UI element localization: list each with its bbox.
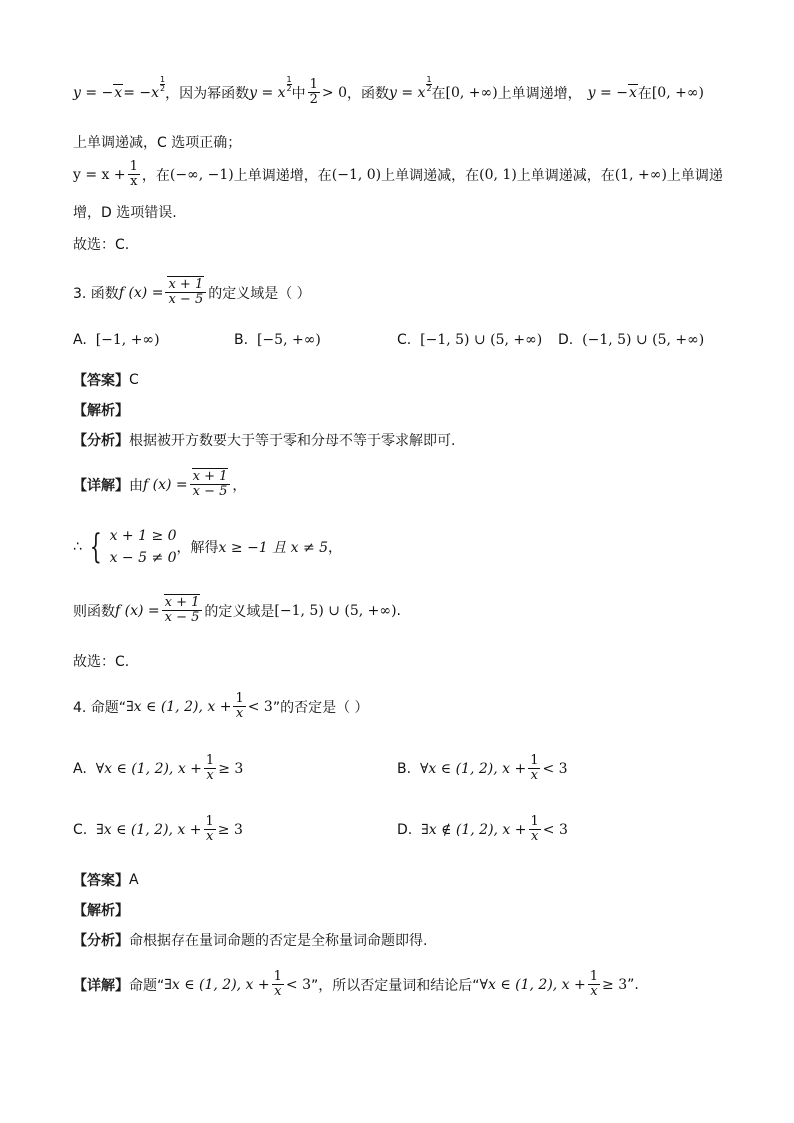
math-text: y = x + bbox=[73, 166, 126, 183]
q3-stem bbox=[73, 278, 311, 308]
q4-answer: 【答案】 A bbox=[73, 872, 139, 889]
q3-answer: 【答案】 C bbox=[73, 372, 139, 389]
math-text: y = x bbox=[249, 84, 286, 101]
exponent-half: 1 2 bbox=[426, 75, 432, 94]
math-text: y = x bbox=[389, 84, 426, 101]
q4-option-a: A. ∀x ∈ (1, 2), x + $\frac{1}{x}$ ≥ 3 bbox=[73, 753, 244, 784]
fraction-sqrt-over-linear: $\frac{x + 1}{x - 5}$ bbox=[190, 470, 231, 500]
q4-option-b: B. ∀x ∈ (1, 2), x + $\frac{1}{x}$ < 3 bbox=[397, 753, 568, 784]
q2-line-2: 上单调递减，C 选项正确； bbox=[73, 135, 242, 151]
q4-fenxi: 【分析】 命根据存在量词命题的否定是全称量词命题即得. bbox=[73, 933, 428, 949]
answer-tag: 【答案】 bbox=[73, 373, 129, 389]
interval: [0, +∞) bbox=[651, 84, 704, 101]
text: 在 bbox=[637, 85, 652, 102]
q4-stem: 4. 命题“ ∃x ∈ (1, 2), x + $\frac{1}{x}$ < 3 ”的否定是（ ） bbox=[73, 691, 369, 722]
text: 上单调递增， bbox=[497, 85, 582, 102]
math-text: y = − bbox=[73, 84, 114, 101]
exponent-half: 1 2 bbox=[160, 75, 166, 94]
interval: [0, +∞) bbox=[445, 84, 498, 101]
q2-line-1 bbox=[73, 75, 704, 108]
fraction-1-over-x: $\frac{1}{x}$ bbox=[129, 159, 138, 190]
interval: (1, +∞) bbox=[614, 166, 667, 183]
text: 的定义域是（ ） bbox=[208, 285, 311, 302]
text: 上单调递减，在 bbox=[381, 167, 480, 184]
q3-fenxi: 【分析】 根据被开方数要大于等于零和分母不等于零求解即可. bbox=[73, 433, 456, 449]
text: ，函数 bbox=[347, 85, 389, 102]
text: 上单调递减，在 bbox=[516, 167, 615, 184]
q3-final: 故选：C. bbox=[73, 654, 130, 670]
math-text: f (x) = bbox=[118, 284, 164, 301]
interval: (−∞, −1) bbox=[169, 166, 234, 183]
q2-answer: 故选：C. bbox=[73, 237, 130, 253]
fraction-1-over-x: $\frac{1}{x}$ bbox=[235, 691, 244, 722]
text: ，在 bbox=[141, 167, 170, 184]
q3-option-a: A. [−1, +∞) bbox=[73, 332, 160, 348]
text: 在 bbox=[431, 85, 446, 102]
text: 上单调递增，在 bbox=[233, 167, 332, 184]
sqrt-term: x bbox=[114, 85, 123, 102]
interval: (0, 1) bbox=[479, 166, 517, 183]
q4-option-c: C. ∃x ∈ (1, 2), x + $\frac{1}{x}$ ≥ 3 bbox=[73, 814, 243, 845]
q3-analysis-tag: 【解析】 bbox=[73, 403, 129, 419]
interval: (−1, 0) bbox=[331, 166, 382, 183]
fraction-sqrt-over-linear: $\frac{x + 1}{x - 5}$ bbox=[162, 596, 203, 626]
math-text: = −x bbox=[123, 84, 159, 101]
text: 上单调递 bbox=[666, 167, 723, 184]
left-brace-icon: { bbox=[89, 527, 102, 567]
q4-detail: 【详解】 命题“ ∃x ∈ (1, 2), x + $\frac{1}{x}$ < 3 ”，所以否定量词和结论后“ ∀x ∈ (1, 2), x + $\frac{1}{x}$ ≥ 3 ”. bbox=[73, 969, 639, 1000]
math-text: y = − bbox=[587, 84, 628, 101]
fraction-half: $\frac{1}{2}$ bbox=[309, 77, 318, 108]
inequality-system: x + 1 ≥ 0 x − 5 ≠ 0 bbox=[109, 528, 177, 566]
text: ，因为幂函数 bbox=[165, 85, 250, 102]
q3-detail: 【详解】 由 f (x) = $\frac{x + 1}{x - 5}$ ， bbox=[73, 469, 247, 500]
math-text: > 0 bbox=[321, 84, 347, 101]
q3-option-c: C. [−1, 5) ∪ (5, +∞) bbox=[397, 332, 543, 348]
fraction-sqrt-over-linear: $\frac{x + 1}{x - 5}$ bbox=[165, 278, 206, 308]
q3-option-b: B. [−5, +∞) bbox=[234, 332, 321, 348]
q3-conclusion: 则函数 f (x) = $\frac{x + 1}{x - 5}$ 的定义域是 [−1, 5) ∪ (5, +∞) . bbox=[73, 595, 401, 626]
q3-system: ∴ { x + 1 ≥ 0 x − 5 ≠ 0 ，解得 x ≥ −1 且 x ≠ 5 ， bbox=[73, 527, 343, 567]
q4-option-d: D. ∃x ∉ (1, 2), x + $\frac{1}{x}$ < 3 bbox=[397, 814, 568, 845]
q3-option-d: D. (−1, 5) ∪ (5, +∞) bbox=[558, 332, 705, 348]
q2-line-4: 增，D 选项错误. bbox=[73, 205, 177, 221]
exponent-half: 1 2 bbox=[286, 75, 292, 94]
q2-line-3 bbox=[73, 160, 723, 190]
question-number: 3. 函数 bbox=[73, 285, 119, 302]
text: 中 bbox=[291, 85, 306, 102]
q4-analysis-tag: 【解析】 bbox=[73, 903, 129, 919]
therefore-symbol: ∴ bbox=[73, 539, 82, 555]
sqrt-term: x bbox=[628, 85, 637, 102]
